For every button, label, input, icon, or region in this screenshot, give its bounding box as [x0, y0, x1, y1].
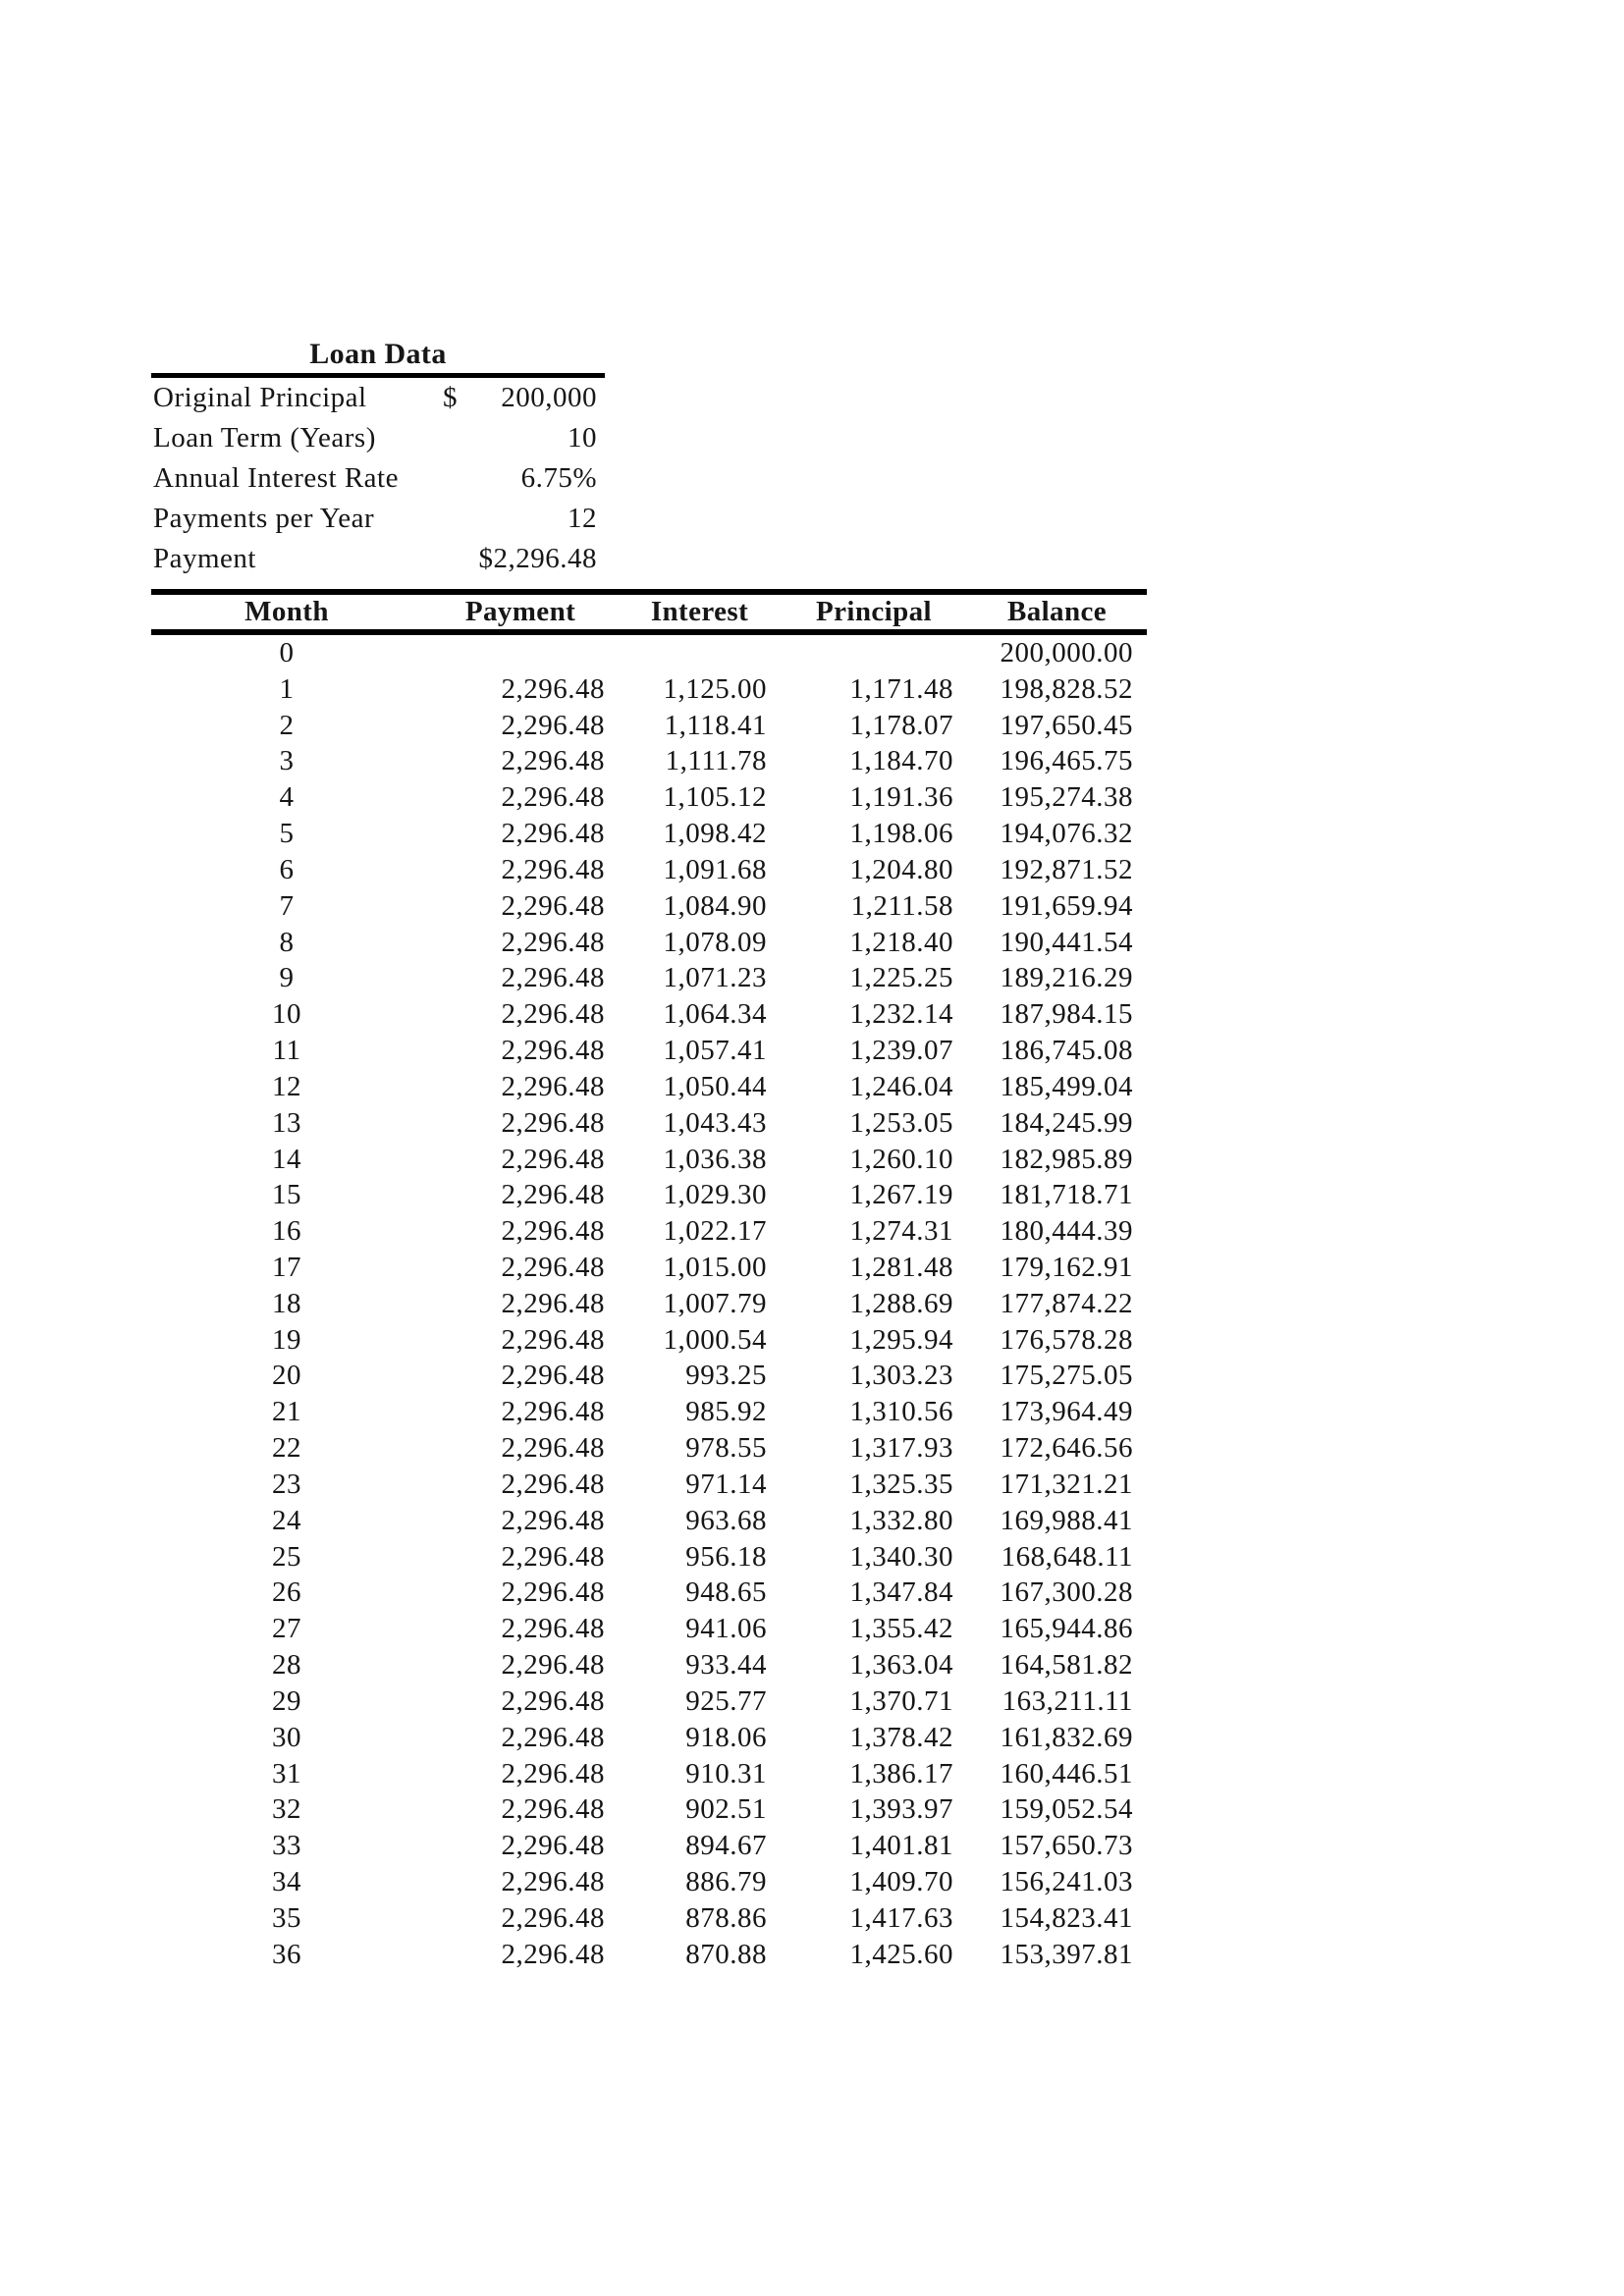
cell-month: 34: [272, 1866, 301, 1898]
cell-payment: 2,296.48: [501, 1106, 605, 1139]
cell-interest: 1,022.17: [663, 1215, 767, 1248]
cell-principal: 1,171.48: [849, 672, 953, 705]
cell-principal: 1,347.84: [849, 1576, 953, 1609]
cell-interest: 1,118.41: [664, 709, 767, 741]
table-row: [151, 1792, 1147, 1829]
column-header-principal: Principal: [816, 596, 932, 627]
cell-principal: 1,355.42: [849, 1613, 953, 1645]
cell-month: 3: [279, 745, 295, 777]
cell-interest: 993.25: [685, 1360, 767, 1392]
loan-data-rows: [151, 378, 605, 579]
cell-payment: 2,296.48: [501, 889, 605, 922]
cell-month: 32: [272, 1793, 301, 1826]
cell-interest: 1,111.78: [665, 745, 767, 777]
cell-payment: 2,296.48: [501, 853, 605, 885]
loan-row-value: 12: [568, 503, 597, 534]
cell-month: 0: [279, 636, 295, 668]
cell-balance: 171,321.21: [1000, 1468, 1133, 1500]
cell-month: 14: [272, 1143, 301, 1175]
cell-payment: 2,296.48: [501, 1938, 605, 1970]
column-header-interest: Interest: [650, 596, 749, 627]
cell-principal: 1,211.58: [850, 889, 953, 922]
cell-balance: 182,985.89: [1000, 1143, 1133, 1175]
loan-row-label: Original Principal: [153, 382, 367, 413]
cell-interest: 948.65: [685, 1576, 767, 1609]
column-header-month: Month: [244, 596, 329, 627]
cell-payment: 2,296.48: [501, 998, 605, 1031]
cell-principal: 1,218.40: [849, 926, 953, 958]
cell-interest: 886.79: [685, 1866, 767, 1898]
cell-interest: 1,043.43: [663, 1106, 767, 1139]
cell-payment: 2,296.48: [501, 1287, 605, 1319]
cell-principal: 1,225.25: [849, 962, 953, 994]
table-row: [151, 635, 1147, 671]
cell-balance: 176,578.28: [1000, 1323, 1133, 1356]
cell-interest: 971.14: [685, 1468, 767, 1500]
cell-interest: 956.18: [685, 1540, 767, 1573]
cell-balance: 197,650.45: [1000, 709, 1133, 741]
cell-balance: 161,832.69: [1000, 1721, 1133, 1753]
cell-month: 5: [279, 818, 295, 850]
cell-principal: 1,184.70: [849, 745, 953, 777]
table-row: [151, 1828, 1147, 1864]
table-row: [151, 1756, 1147, 1792]
cell-month: 13: [272, 1106, 301, 1139]
table-row: [151, 852, 1147, 888]
cell-principal: 1,340.30: [849, 1540, 953, 1573]
cell-payment: 2,296.48: [501, 1721, 605, 1753]
cell-month: 16: [272, 1215, 301, 1248]
cell-interest: 1,007.79: [663, 1287, 767, 1319]
cell-month: 17: [272, 1251, 301, 1283]
cell-principal: 1,281.48: [849, 1251, 953, 1283]
cell-balance: 195,274.38: [1000, 781, 1133, 814]
cell-payment: 2,296.48: [501, 781, 605, 814]
cell-interest: 1,057.41: [663, 1035, 767, 1067]
table-row: [151, 1575, 1147, 1612]
cell-principal: 1,401.81: [849, 1830, 953, 1862]
cell-balance: 154,823.41: [1000, 1901, 1133, 1934]
table-row: [151, 743, 1147, 779]
cell-principal: 1,178.07: [849, 709, 953, 741]
cell-month: 19: [272, 1323, 301, 1356]
cell-month: 36: [272, 1938, 301, 1970]
cell-interest: 918.06: [685, 1721, 767, 1753]
cell-balance: 177,874.22: [1000, 1287, 1133, 1319]
currency-symbol: $: [443, 382, 458, 413]
column-header-balance: Balance: [1006, 596, 1108, 627]
cell-interest: 1,105.12: [663, 781, 767, 814]
cell-principal: 1,378.42: [849, 1721, 953, 1753]
cell-interest: 933.44: [685, 1649, 767, 1682]
cell-month: 30: [272, 1721, 301, 1753]
loan-data-title: Loan Data: [309, 338, 447, 370]
cell-month: 2: [279, 709, 295, 741]
cell-interest: 1,098.42: [663, 818, 767, 850]
loan-row-value: 6.75%: [520, 462, 597, 494]
cell-interest: 925.77: [685, 1684, 767, 1717]
cell-month: 26: [272, 1576, 301, 1609]
cell-balance: 190,441.54: [1000, 926, 1133, 958]
cell-interest: 1,064.34: [663, 998, 767, 1031]
cell-payment: 2,296.48: [501, 1251, 605, 1283]
cell-interest: 1,029.30: [663, 1179, 767, 1211]
cell-payment: 2,296.48: [501, 1613, 605, 1645]
loan-data-row: [151, 378, 605, 418]
cell-principal: 1,274.31: [849, 1215, 953, 1248]
loan-data-row: [151, 418, 605, 458]
cell-balance: 185,499.04: [1000, 1070, 1133, 1102]
cell-payment: 2,296.48: [501, 1360, 605, 1392]
cell-payment: 2,296.48: [501, 1468, 605, 1500]
cell-principal: 1,417.63: [849, 1901, 953, 1934]
cell-interest: 941.06: [685, 1613, 767, 1645]
table-row: [151, 1647, 1147, 1683]
loan-row-label: Payment: [153, 543, 256, 574]
cell-payment: 2,296.48: [501, 1143, 605, 1175]
cell-principal: 1,325.35: [849, 1468, 953, 1500]
cell-principal: 1,204.80: [849, 853, 953, 885]
loan-row-label: Payments per Year: [153, 503, 375, 534]
cell-principal: 1,191.36: [849, 781, 953, 814]
table-row: [151, 779, 1147, 816]
cell-balance: 184,245.99: [1000, 1106, 1133, 1139]
cell-balance: 168,648.11: [1001, 1540, 1133, 1573]
cell-month: 22: [272, 1432, 301, 1465]
cell-principal: 1,317.93: [849, 1432, 953, 1465]
cell-payment: 2,296.48: [501, 1504, 605, 1536]
cell-balance: 167,300.28: [1000, 1576, 1133, 1609]
loan-row-value: 10: [568, 422, 597, 454]
table-row: [151, 1611, 1147, 1647]
cell-month: 20: [272, 1360, 301, 1392]
table-row: [151, 708, 1147, 744]
table-row: [151, 1467, 1147, 1503]
cell-payment: 2,296.48: [501, 1793, 605, 1826]
table-row: [151, 671, 1147, 708]
cell-interest: 985.92: [685, 1396, 767, 1428]
cell-principal: 1,370.71: [849, 1684, 953, 1717]
cell-balance: 172,646.56: [1000, 1432, 1133, 1465]
cell-payment: 2,296.48: [501, 1540, 605, 1573]
cell-month: 8: [279, 926, 295, 958]
loan-data-block: [151, 338, 605, 579]
cell-balance: 169,988.41: [1000, 1504, 1133, 1536]
cell-balance: 187,984.15: [1000, 998, 1133, 1031]
cell-balance: 196,465.75: [1000, 745, 1133, 777]
cell-balance: 175,275.05: [1000, 1360, 1133, 1392]
table-row: [151, 1683, 1147, 1720]
cell-payment: 2,296.48: [501, 818, 605, 850]
cell-payment: 2,296.48: [501, 1215, 605, 1248]
cell-month: 1: [279, 672, 295, 705]
cell-principal: 1,310.56: [849, 1396, 953, 1428]
cell-payment: 2,296.48: [501, 1757, 605, 1789]
table-row: [151, 1394, 1147, 1430]
cell-principal: 1,303.23: [849, 1360, 953, 1392]
cell-payment: 2,296.48: [501, 1323, 605, 1356]
cell-balance: 179,162.91: [1000, 1251, 1133, 1283]
cell-balance: 191,659.94: [1000, 889, 1133, 922]
cell-month: 28: [272, 1649, 301, 1682]
cell-principal: 1,332.80: [849, 1504, 953, 1536]
table-row: [151, 1069, 1147, 1105]
cell-principal: 1,198.06: [849, 818, 953, 850]
loan-row-value: 200,000: [501, 382, 597, 413]
table-row: [151, 1720, 1147, 1756]
cell-interest: 1,071.23: [663, 962, 767, 994]
loan-data-row: [151, 539, 605, 579]
loan-row-label: Annual Interest Rate: [153, 462, 399, 494]
cell-payment: 2,296.48: [501, 1070, 605, 1102]
table-row: [151, 1900, 1147, 1937]
table-row: [151, 1033, 1147, 1069]
table-row: [151, 1250, 1147, 1286]
cell-interest: 1,015.00: [663, 1251, 767, 1283]
table-row: [151, 925, 1147, 961]
table-row: [151, 1430, 1147, 1467]
cell-principal: 1,253.05: [849, 1106, 953, 1139]
table-row: [151, 888, 1147, 925]
cell-payment: 2,296.48: [501, 1649, 605, 1682]
cell-payment: 2,296.48: [501, 1576, 605, 1609]
table-row: [151, 1105, 1147, 1142]
cell-balance: 157,650.73: [1000, 1830, 1133, 1862]
cell-interest: 1,078.09: [663, 926, 767, 958]
cell-payment: 2,296.48: [501, 1901, 605, 1934]
cell-balance: 198,828.52: [1000, 672, 1133, 705]
cell-interest: 894.67: [685, 1830, 767, 1862]
cell-principal: 1,393.97: [849, 1793, 953, 1826]
cell-interest: 1,125.00: [663, 672, 767, 705]
cell-payment: 2,296.48: [501, 672, 605, 705]
cell-balance: 186,745.08: [1000, 1035, 1133, 1067]
cell-balance: 164,581.82: [1000, 1649, 1133, 1682]
table-row: [151, 1322, 1147, 1359]
cell-month: 10: [272, 998, 301, 1031]
cell-month: 33: [272, 1830, 301, 1862]
cell-balance: 173,964.49: [1000, 1396, 1133, 1428]
cell-principal: 1,409.70: [849, 1866, 953, 1898]
cell-interest: 910.31: [685, 1757, 767, 1789]
cell-interest: 1,084.90: [663, 889, 767, 922]
cell-principal: 1,386.17: [849, 1757, 953, 1789]
cell-payment: 2,296.48: [501, 1179, 605, 1211]
cell-month: 23: [272, 1468, 301, 1500]
cell-balance: 180,444.39: [1000, 1215, 1133, 1248]
cell-interest: 963.68: [685, 1504, 767, 1536]
cell-interest: 1,000.54: [663, 1323, 767, 1356]
table-row: [151, 1142, 1147, 1178]
table-header-row: [151, 595, 1147, 629]
cell-month: 35: [272, 1901, 301, 1934]
cell-principal: 1,425.60: [849, 1938, 953, 1970]
cell-balance: 189,216.29: [1000, 962, 1133, 994]
cell-month: 25: [272, 1540, 301, 1573]
cell-principal: 1,260.10: [849, 1143, 953, 1175]
cell-month: 11: [272, 1035, 301, 1067]
cell-month: 4: [279, 781, 295, 814]
cell-payment: 2,296.48: [501, 1035, 605, 1067]
cell-interest: 902.51: [685, 1793, 767, 1826]
cell-payment: 2,296.48: [501, 1684, 605, 1717]
cell-interest: 878.86: [685, 1901, 767, 1934]
table-row: [151, 1539, 1147, 1575]
table-row: [151, 1864, 1147, 1900]
cell-balance: 192,871.52: [1000, 853, 1133, 885]
cell-month: 21: [272, 1396, 301, 1428]
loan-row-label: Loan Term (Years): [153, 422, 376, 454]
table-row: [151, 960, 1147, 996]
loan-data-row: [151, 499, 605, 539]
table-row: [151, 1503, 1147, 1539]
cell-balance: 165,944.86: [1000, 1613, 1133, 1645]
cell-balance: 194,076.32: [1000, 818, 1133, 850]
column-header-payment: Payment: [464, 596, 576, 627]
amortization-table: [151, 589, 1147, 1973]
cell-principal: 1,246.04: [849, 1070, 953, 1102]
cell-payment: 2,296.48: [501, 709, 605, 741]
cell-payment: 2,296.48: [501, 745, 605, 777]
cell-month: 6: [279, 853, 295, 885]
cell-principal: 1,295.94: [849, 1323, 953, 1356]
cell-payment: 2,296.48: [501, 1830, 605, 1862]
cell-balance: 159,052.54: [1000, 1793, 1133, 1826]
cell-payment: 2,296.48: [501, 1396, 605, 1428]
cell-principal: 1,288.69: [849, 1287, 953, 1319]
cell-balance: 160,446.51: [1000, 1757, 1133, 1789]
cell-interest: 978.55: [685, 1432, 767, 1465]
loan-row-value: $2,296.48: [478, 543, 597, 574]
cell-month: 12: [272, 1070, 301, 1102]
table-row: [151, 1937, 1147, 1973]
cell-month: 31: [272, 1757, 301, 1789]
cell-interest: 1,050.44: [663, 1070, 767, 1102]
cell-interest: 1,036.38: [663, 1143, 767, 1175]
cell-month: 15: [272, 1179, 301, 1211]
cell-balance: 156,241.03: [1000, 1866, 1133, 1898]
cell-month: 24: [272, 1504, 301, 1536]
cell-principal: 1,232.14: [849, 998, 953, 1031]
cell-balance: 153,397.81: [1000, 1938, 1133, 1970]
cell-interest: 870.88: [685, 1938, 767, 1970]
cell-balance: 181,718.71: [1000, 1179, 1133, 1211]
loan-data-row: [151, 458, 605, 499]
table-row: [151, 1177, 1147, 1213]
cell-principal: 1,363.04: [849, 1649, 953, 1682]
table-body: [151, 635, 1147, 1973]
table-row: [151, 1286, 1147, 1322]
cell-principal: 1,239.07: [849, 1035, 953, 1067]
cell-payment: 2,296.48: [501, 1432, 605, 1465]
cell-balance: 200,000.00: [1000, 636, 1133, 668]
table-row: [151, 1213, 1147, 1250]
cell-payment: 2,296.48: [501, 926, 605, 958]
cell-principal: 1,267.19: [849, 1179, 953, 1211]
table-row: [151, 996, 1147, 1033]
cell-interest: 1,091.68: [663, 853, 767, 885]
cell-month: 29: [272, 1684, 301, 1717]
cell-payment: 2,296.48: [501, 1866, 605, 1898]
cell-balance: 163,211.11: [1001, 1684, 1133, 1717]
cell-month: 27: [272, 1613, 301, 1645]
cell-month: 9: [279, 962, 295, 994]
cell-month: 7: [279, 889, 295, 922]
cell-payment: 2,296.48: [501, 962, 605, 994]
cell-month: 18: [272, 1287, 301, 1319]
table-row: [151, 1359, 1147, 1395]
table-row: [151, 816, 1147, 852]
